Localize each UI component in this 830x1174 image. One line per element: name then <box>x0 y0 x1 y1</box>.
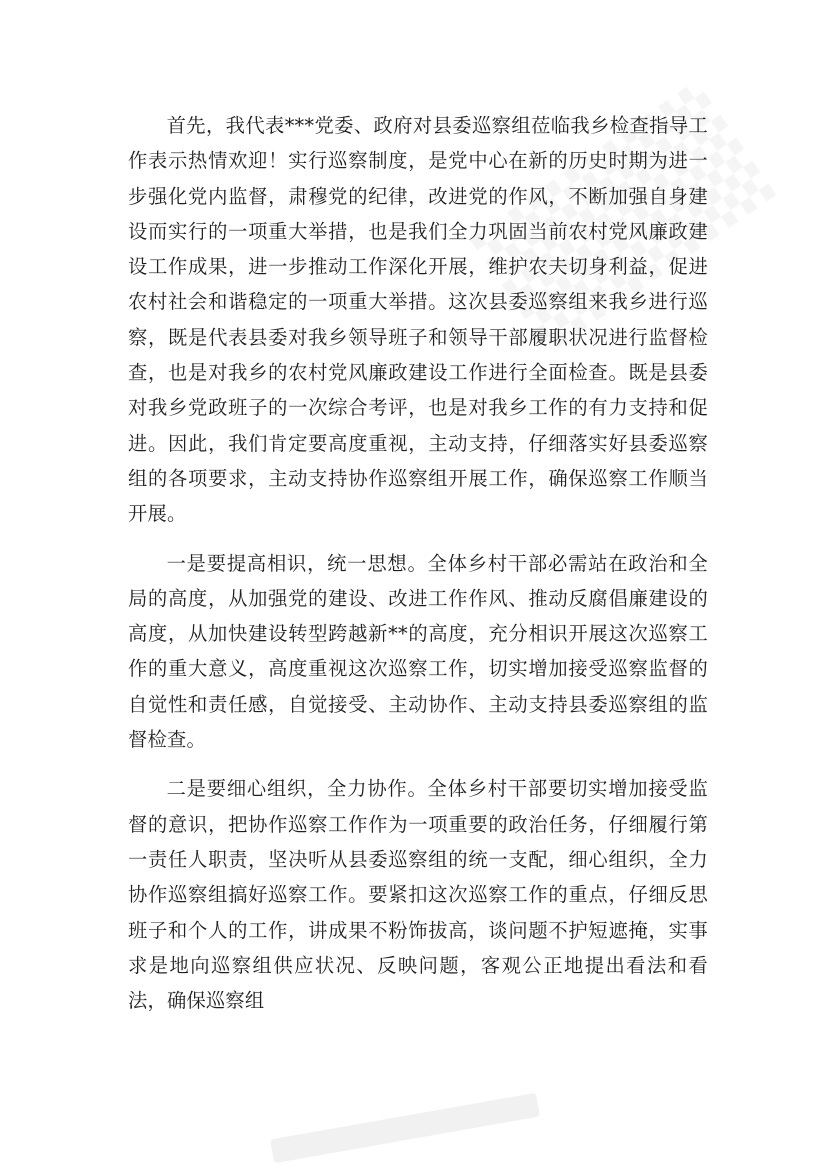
document-body <box>128 108 708 1018</box>
watermark-shape-icon <box>269 1085 542 1171</box>
paragraph-point-one: 一是要提高相识，统一思想。全体乡村干部必需站在政治和全局的高度，从加强党的建设、改进工作作风、推动反腐倡廉建设的高度，从加快建设转型跨越新**的高度，充分相识开展这次巡察工作的重大意义，高度重视这次巡察工作，切实增加接受巡察监督的自觉性和责任感，自觉接受、主动协作、主动支持县委巡察组的监督检查。 <box>128 551 708 752</box>
paragraph-intro: 首先，我代表***党委、政府对县委巡察组莅临我乡检查指导工作表示热情欢迎！实行巡察制度，是党中心在新的历史时期为进一步强化党内监督，肃穆党的纪律，改进党的作风，不断加强自身建设而实行的一项重大举措，也是我们全力巩固当前农村党风廉政建设工作成果，进一步推动工作深化开展，维护农夫切身利益，促进农村社会和谐稳定的一项重大举措。这次县委巡察组来我乡进行巡察，既是代表县委对我乡领导班子和领导干部履职状况进行监督检查，也是对我乡的农村党风廉政建设工作进行全面检查。既是县委对我乡党政班子的一次综合考评，也是对我乡工作的有力支持和促进。因此，我们肯定要高度重视，主动支持，仔细落实好县委巡察组的各项要求，主动支持协作巡察组开展工作，确保巡察工作顺当开展。 <box>128 114 708 526</box>
bottom-watermark <box>269 1085 542 1171</box>
paragraph-point-two: 二是要细心组织，全力协作。全体乡村干部要切实增加接受监督的意识，把协作巡察工作作为一项重要的政治任务，仔细履行第一责任人职责，坚决听从县委巡察组的统一支配，细心组织，全力协作巡察组搞好巡察工作。要紧扣这次巡察工作的重点，仔细反思班子和个人的工作，讲成果不粉饰拔高，谈问题不护短遮掩，实事求是地向巡察组供应状况、反映问题，客观公正地提出看法和看法，确保巡察组 <box>128 777 708 1013</box>
